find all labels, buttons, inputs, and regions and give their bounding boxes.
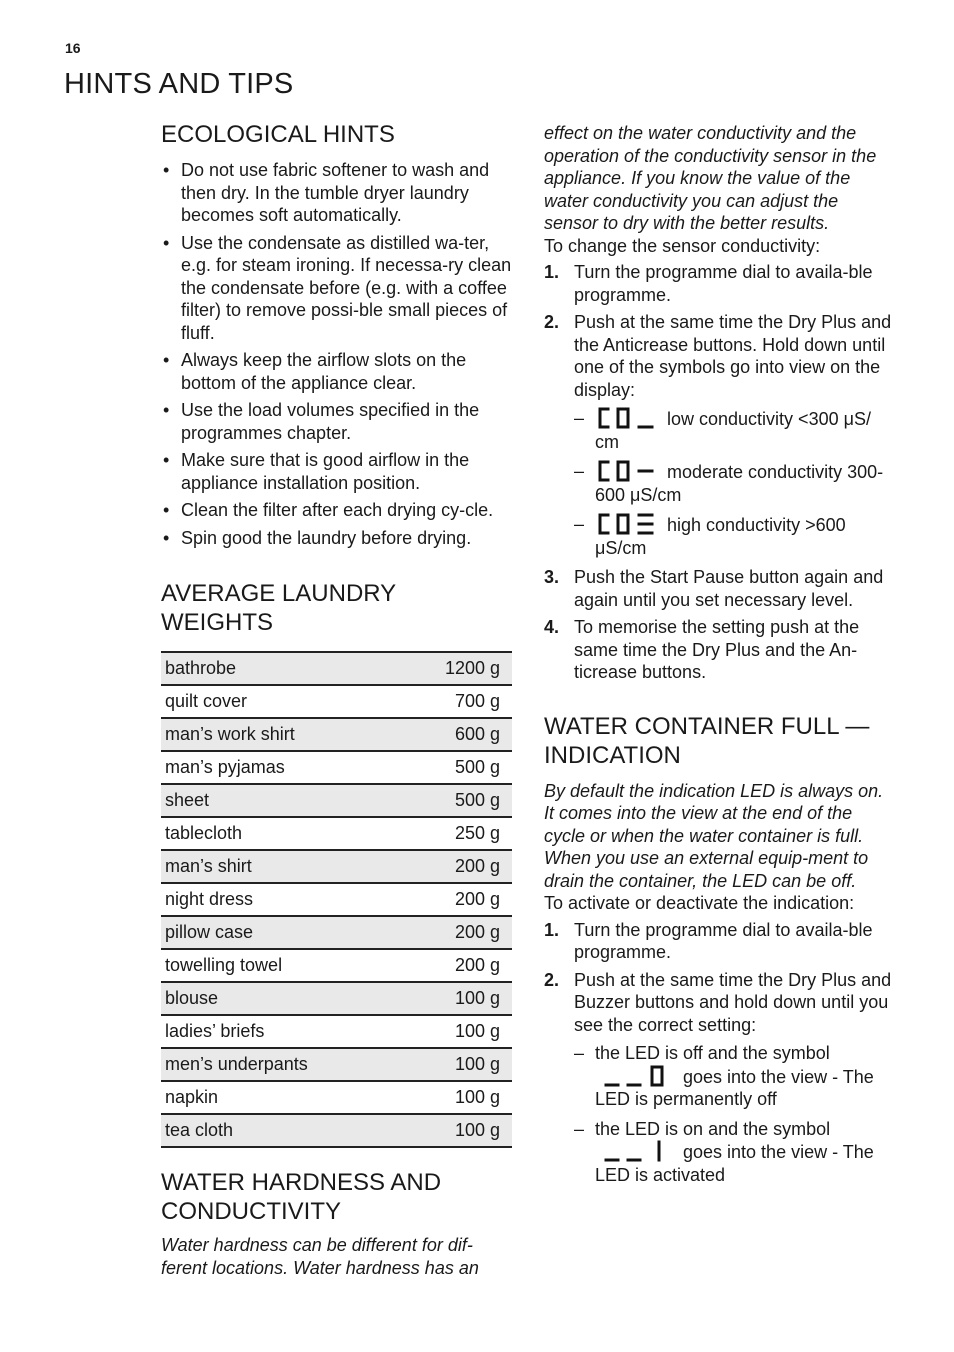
step-number: 1. (544, 919, 560, 940)
weight-cell: 200 g (403, 850, 512, 883)
table-row (161, 751, 512, 784)
list-item (574, 1042, 896, 1111)
weight-cell: 700 g (403, 685, 512, 718)
table-row (161, 784, 512, 817)
item-cell: tea cloth (161, 1114, 403, 1147)
dash-marker: – (574, 1118, 585, 1139)
water-container-intro: By default the indication LED is always on. It comes into the view at the end of the cycle or when the water container is full. When you use an external equip-ment to drain the container, the LED can be off. (544, 780, 884, 891)
item-cell: bathrobe (161, 652, 403, 685)
weight-cell: 100 g (403, 1015, 512, 1048)
list-item (544, 311, 896, 559)
co-low-symbol-icon (595, 407, 657, 429)
co-moderate-symbol-icon (595, 460, 657, 482)
item-cell: sheet (161, 784, 403, 817)
table-row (161, 817, 512, 850)
option-text: the LED is off and the symbol (595, 1043, 830, 1063)
weight-cell: 500 g (403, 751, 512, 784)
step-text: Push at the same time the Dry Plus and Buzzer buttons and hold down until you see the correct setting: (574, 969, 892, 1035)
dash-marker: – (574, 408, 585, 428)
option-text: the LED is on and the symbol (595, 1118, 831, 1139)
page-title: HINTS AND TIPS (64, 68, 294, 100)
step-text: Turn the programme dial to availa-ble programme. (574, 919, 873, 962)
list-item (544, 616, 896, 684)
water-hardness-intro: Water hardness can be different for dif-ferent locations. Water hardness has an (161, 1235, 479, 1278)
table-row (161, 982, 512, 1015)
right-column (544, 122, 896, 1193)
list-item: • Always keep the airflow slots on the bottom of the appliance clear. (161, 349, 513, 394)
laundry-weights-table (161, 651, 512, 1148)
weight-cell: 200 g (403, 916, 512, 949)
water-hardness-intro-continued: effect on the water conductivity and the operation of the conductivity sensor in the appliance. If you know the value of the water conductivity you can adjust the sensor to dry with the better results. (544, 123, 877, 233)
step-number: 4. (544, 617, 560, 637)
table-row (161, 1114, 512, 1147)
indication-options (574, 1042, 896, 1186)
list-item (574, 407, 896, 453)
list-item (544, 566, 896, 611)
weight-cell: 500 g (403, 784, 512, 817)
item-cell: quilt cover (161, 685, 403, 718)
table-row (161, 1015, 512, 1048)
ecological-hints-heading: ECOLOGICAL HINTS (161, 121, 395, 148)
weight-cell: 100 g (403, 1048, 512, 1081)
step-text: Push the Start Pause button again and again until you set necessary level. (574, 567, 884, 610)
table-row (161, 949, 512, 982)
indication-lead: To activate or deactivate the indication: (544, 893, 855, 913)
table-row (161, 916, 512, 949)
item-cell: man’s work shirt (161, 718, 403, 751)
list-item: • Use the load volumes specified in the programmes chapter. (161, 399, 513, 444)
led-on-symbol-icon (603, 1140, 673, 1162)
step-number: 2. (544, 312, 560, 332)
weight-cell: 200 g (403, 883, 512, 916)
table-row (161, 718, 512, 751)
weight-cell: 200 g (403, 949, 512, 982)
page-number: 16 (65, 40, 81, 56)
table-row (161, 883, 512, 916)
list-item (574, 1118, 896, 1187)
dash-marker: – (574, 1043, 585, 1063)
list-item (544, 261, 896, 306)
step-text: To memorise the setting push at the same time the Dry Plus and the An-ticrease buttons. (574, 617, 860, 682)
dash-marker: – (574, 461, 585, 481)
table-row (161, 652, 512, 685)
option-text: moderate conductivity 300-600 μS/cm (595, 462, 884, 505)
item-cell: night dress (161, 883, 403, 916)
step-number: 1. (544, 262, 560, 282)
conductivity-options (574, 407, 896, 559)
item-cell: pillow case (161, 916, 403, 949)
dash-marker: – (574, 514, 585, 534)
list-item (544, 969, 896, 1187)
water-container-heading: WATER CONTAINER FULL — INDICATION (544, 712, 870, 769)
led-off-symbol-icon (603, 1065, 673, 1087)
conductivity-steps (544, 261, 896, 684)
left-column (161, 120, 513, 1279)
weight-cell: 100 g (403, 1114, 512, 1147)
item-cell: men’s underpants (161, 1048, 403, 1081)
list-item: • Use the condensate as distilled wa-ter, e.g. for steam ironing. If necessa-ry clean the condensate before (e.g. with a coffee filter) to remove possi-ble small pieces of fluff. (161, 232, 513, 345)
weight-cell: 600 g (403, 718, 512, 751)
weight-cell: 100 g (403, 982, 512, 1015)
item-cell: towelling towel (161, 949, 403, 982)
option-text: goes into the view - The LED is permanently off (595, 1066, 874, 1109)
conductivity-lead: To change the sensor conductivity: (544, 235, 821, 256)
step-text: Turn the programme dial to availa-ble programme. (574, 262, 873, 305)
table-row (161, 1048, 512, 1081)
item-cell: ladies’ briefs (161, 1015, 403, 1048)
table-row (161, 1081, 512, 1114)
list-item: • Spin good the laundry before drying. (161, 527, 513, 550)
laundry-weights-heading: AVERAGE LAUNDRY WEIGHTS (161, 580, 396, 636)
weight-cell: 100 g (403, 1081, 512, 1114)
list-item: • Make sure that is good airflow in the appliance installation position. (161, 449, 513, 494)
indication-steps (544, 919, 896, 1187)
table-row (161, 685, 512, 718)
list-item: • Clean the filter after each drying cy-cle. (161, 499, 513, 522)
item-cell: man’s pyjamas (161, 751, 403, 784)
option-text: goes into the view - The LED is activated (595, 1142, 874, 1185)
weight-cell: 250 g (403, 817, 512, 850)
item-cell: tablecloth (161, 817, 403, 850)
ecological-hints-list (161, 159, 513, 549)
co-high-symbol-icon (595, 513, 657, 535)
item-cell: man’s shirt (161, 850, 403, 883)
step-text: Push at the same time the Dry Plus and the Anticrease buttons. Hold down until one of the symbols go into view on the display: (574, 312, 892, 400)
water-hardness-heading: WATER HARDNESS AND CONDUCTIVITY (161, 1169, 442, 1225)
list-item (544, 919, 896, 964)
step-number: 2. (544, 969, 560, 990)
step-number: 3. (544, 567, 560, 587)
list-item (574, 460, 896, 506)
weight-cell: 1200 g (403, 652, 512, 685)
item-cell: napkin (161, 1081, 403, 1114)
option-text: low conductivity <300 μS/ cm (595, 409, 871, 452)
item-cell: blouse (161, 982, 403, 1015)
list-item: • Do not use fabric softener to wash and then dry. In the tumble dryer laundry becomes soft automatically. (161, 159, 513, 227)
option-text: high conductivity >600 μS/cm (595, 515, 846, 558)
list-item (574, 513, 896, 559)
table-row (161, 850, 512, 883)
